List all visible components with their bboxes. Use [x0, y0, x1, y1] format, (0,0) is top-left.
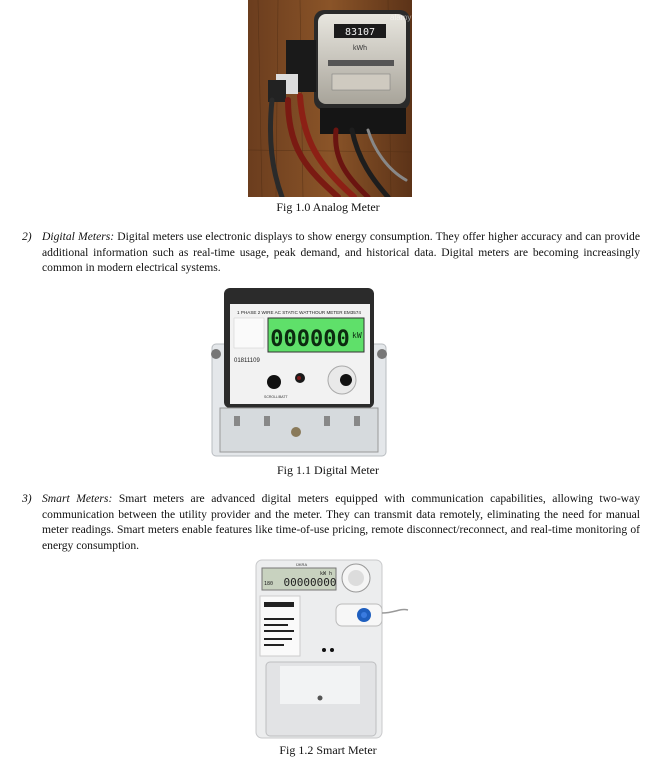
- serial-number: 01811109: [234, 358, 260, 364]
- smart-meter-lcd-left: 180: [264, 581, 274, 587]
- list-item-digital-meters: [22, 229, 640, 276]
- digital-meter-lcd-value: 000000: [270, 327, 350, 352]
- brand-label: ÜKRA: [296, 562, 308, 567]
- list-term: Digital Meters:: [42, 230, 115, 243]
- analog-meter-readout: 83107: [344, 27, 376, 38]
- list-term: Smart Meters:: [42, 492, 113, 505]
- smart-meter-lcd-value: 00000000: [283, 576, 337, 589]
- list-item-smart-meters: [22, 491, 640, 553]
- digital-meter-photo: [204, 284, 394, 460]
- list-number: 3): [22, 492, 32, 505]
- figure-caption-smart: Fig 1.2 Smart Meter: [279, 743, 377, 757]
- button-label: SCROLL/BATT: [264, 395, 288, 399]
- list-number: 2): [22, 230, 32, 243]
- watermark: alamy: [390, 13, 412, 22]
- smart-meter-lcd-unit: kW h: [320, 571, 333, 577]
- list-text: Digital meters use electronic displays to show energy consumption. They offer higher accuracy and can provide additional information such as real-time usage, peak demand, and historical data. Digital meters are becoming increasingly common in modern electrical systems.: [42, 230, 640, 275]
- analog-meter-photo: [248, 0, 412, 197]
- figure-caption-analog: Fig 1.0 Analog Meter: [276, 200, 380, 214]
- analog-meter-unit: kWh: [353, 45, 367, 52]
- digital-meter-lcd-unit: kW: [352, 331, 362, 340]
- smart-meter-photo: [250, 558, 414, 740]
- figure-caption-digital: Fig 1.1 Digital Meter: [277, 463, 379, 477]
- panel-title: 1 PHASE 2 WIRE AC STATIC WATTHOUR METER EM3574: [237, 310, 361, 315]
- list-text: Smart meters are advanced digital meters equipped with communication capabilities, allowing two-way communication between the utility provider and the meter. They can transmit data remotely, eliminating the need for manual meter readings. Smart meters enable features like time-of-use pricing, remote disconnect/reconnect, and real-time monitoring of energy consumption.: [42, 492, 640, 552]
